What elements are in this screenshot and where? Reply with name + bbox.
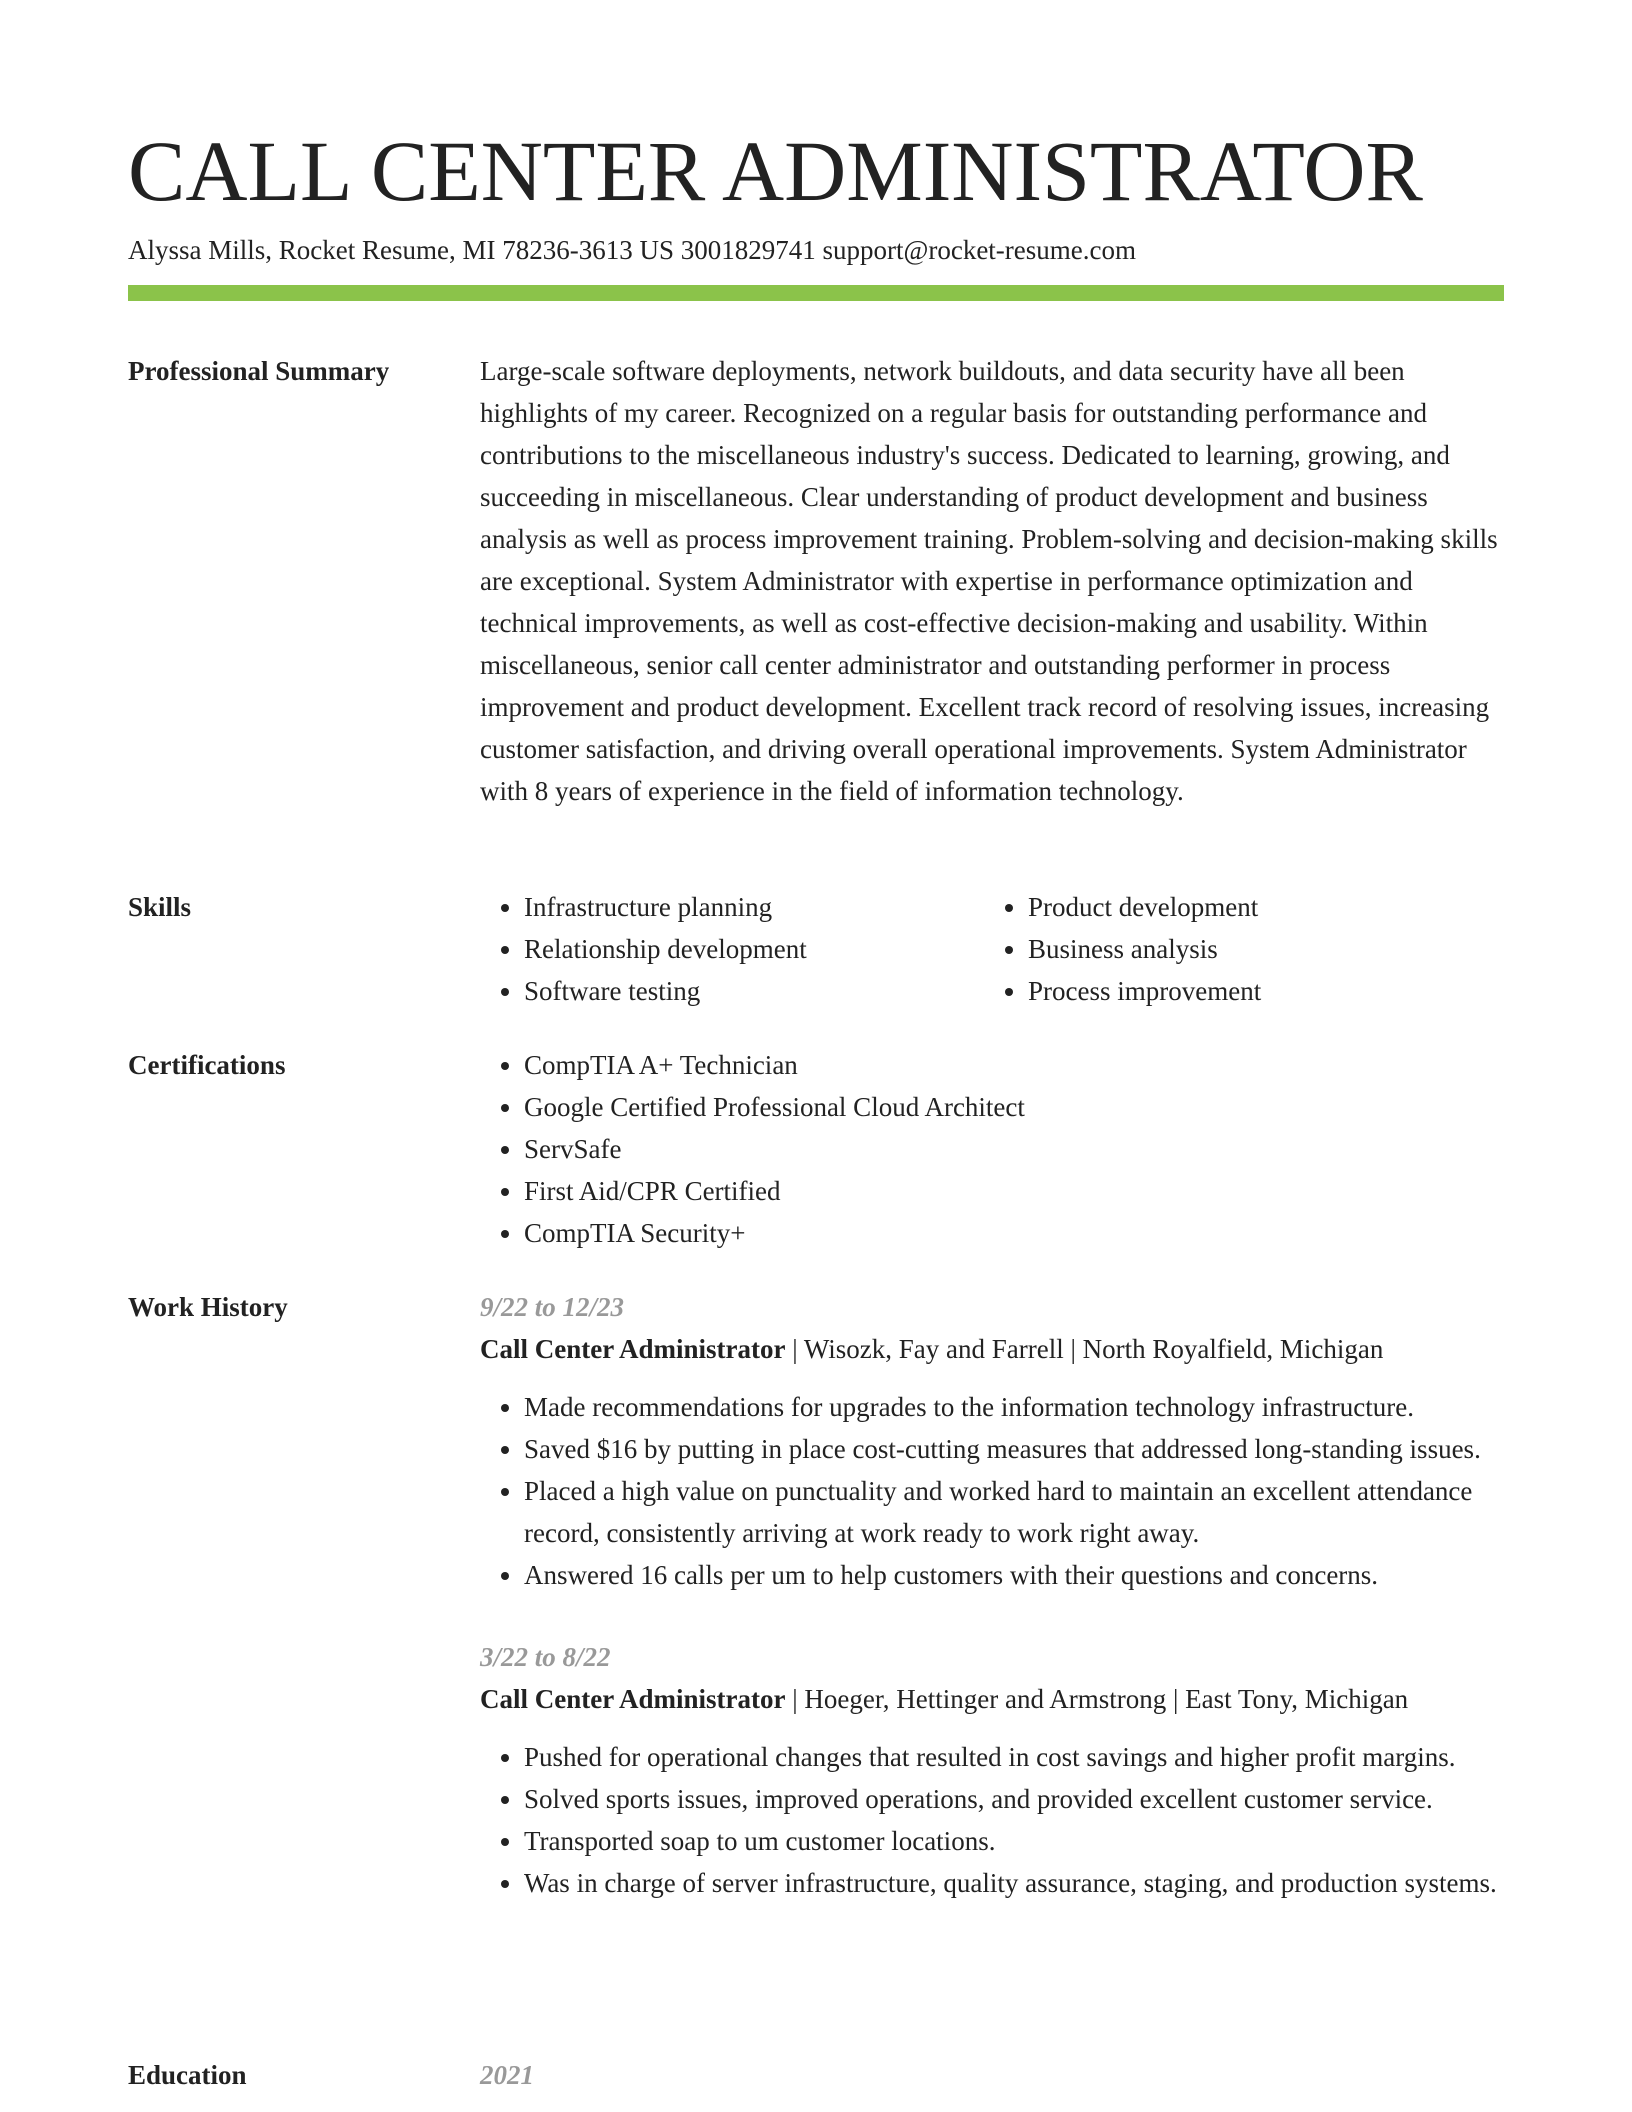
job-heading <box>480 1328 1505 1370</box>
summary-text: Large-scale software deployments, network buildouts, and data security have all been highlights of my career. Recognized on a regular basis for outstanding performance and contributions to the miscellaneous industry's success. Dedicated to learning, growing, and succeeding in miscellaneous. Clear understanding of product development and business analysis as well as process improvement training. Problem-solving and decision-making skills are exceptional. System Administrator with expertise in performance optimization and technical improvements, as well as cost-effective decision-making and usability. Within miscellaneous, senior call center administrator and outstanding performer in process improvement and product development. Excellent track record of resolving issues, increasing customer satisfaction, and driving overall operational improvements. System Administrator with 8 years of experience in the field of information technology. <box>480 356 1498 806</box>
contact-line: Alyssa Mills, Rocket Resume, MI 78236-3613 US 3001829741 support@rocket-resume.com <box>128 235 1137 265</box>
job-bullet: • Transported soap to um customer locations. <box>524 1820 1505 1862</box>
certification-item: • Google Certified Professional Cloud Architect <box>524 1086 1505 1128</box>
job-bullets <box>480 1736 1505 1904</box>
job-dates: 9/22 to 12/23 <box>480 1292 625 1322</box>
certification-item: • First Aid/CPR Certified <box>524 1170 1505 1212</box>
job-heading <box>480 1678 1505 1720</box>
skill-item: • Relationship development <box>524 928 984 970</box>
skill-item: • Business analysis <box>1028 928 1488 970</box>
job-employer-location: | Wisozk, Fay and Farrell | North Royalfield, Michigan <box>785 1334 1384 1364</box>
certification-item: • CompTIA Security+ <box>524 1212 1505 1254</box>
section-label-education: Education <box>128 2060 247 2090</box>
section-label-certifications: Certifications <box>128 1050 286 1080</box>
accent-divider <box>128 285 1504 301</box>
job-bullet: • Was in charge of server infrastructure, quality assurance, staging, and production systems. <box>524 1862 1505 1904</box>
skills-section <box>480 886 1505 1012</box>
skill-item: • Software testing <box>524 970 984 1012</box>
job-bullet: • Placed a high value on punctuality and worked hard to maintain an excellent attendance record, consistently arriving at work ready to work right away. <box>524 1470 1505 1554</box>
section-label-work-history: Work History <box>128 1292 288 1322</box>
section-label-skills: Skills <box>128 892 192 922</box>
job-bullet: • Answered 16 calls per um to help customers with their questions and concerns. <box>524 1554 1505 1596</box>
skills-list-right <box>984 886 1488 1012</box>
skill-item: • Product development <box>1028 886 1488 928</box>
education-section <box>480 2054 1505 2096</box>
job-bullets <box>480 1386 1505 1596</box>
job-bullet: • Saved $16 by putting in place cost-cutting measures that addressed long-standing issues. <box>524 1428 1505 1470</box>
education-dates: 2021 <box>480 2060 534 2090</box>
job-entry <box>480 1286 1505 1596</box>
job-bullet: • Pushed for operational changes that resulted in cost savings and higher profit margins. <box>524 1736 1505 1778</box>
skill-item: • Infrastructure planning <box>524 886 984 928</box>
certification-item: • CompTIA A+ Technician <box>524 1044 1505 1086</box>
job-dates: 3/22 to 8/22 <box>480 1642 611 1672</box>
job-bullet: • Made recommendations for upgrades to the information technology infrastructure. <box>524 1386 1505 1428</box>
job-employer-location: | Hoeger, Hettinger and Armstrong | East Tony, Michigan <box>785 1684 1409 1714</box>
certifications-section <box>480 1044 1505 1254</box>
certifications-list <box>480 1044 1505 1254</box>
job-entry <box>480 1636 1505 1904</box>
certification-item: • ServSafe <box>524 1128 1505 1170</box>
summary-section <box>480 350 1505 812</box>
skills-list-left <box>480 886 984 1012</box>
work-history-section <box>480 1286 1505 1904</box>
skill-item: • Process improvement <box>1028 970 1488 1012</box>
job-title: Call Center Administrator <box>480 1334 786 1364</box>
section-label-summary: Professional Summary <box>128 356 390 386</box>
resume-title: CALL CENTER ADMINISTRATOR <box>128 123 1423 219</box>
job-bullet: • Solved sports issues, improved operations, and provided excellent customer service. <box>524 1778 1505 1820</box>
job-title: Call Center Administrator <box>480 1684 786 1714</box>
